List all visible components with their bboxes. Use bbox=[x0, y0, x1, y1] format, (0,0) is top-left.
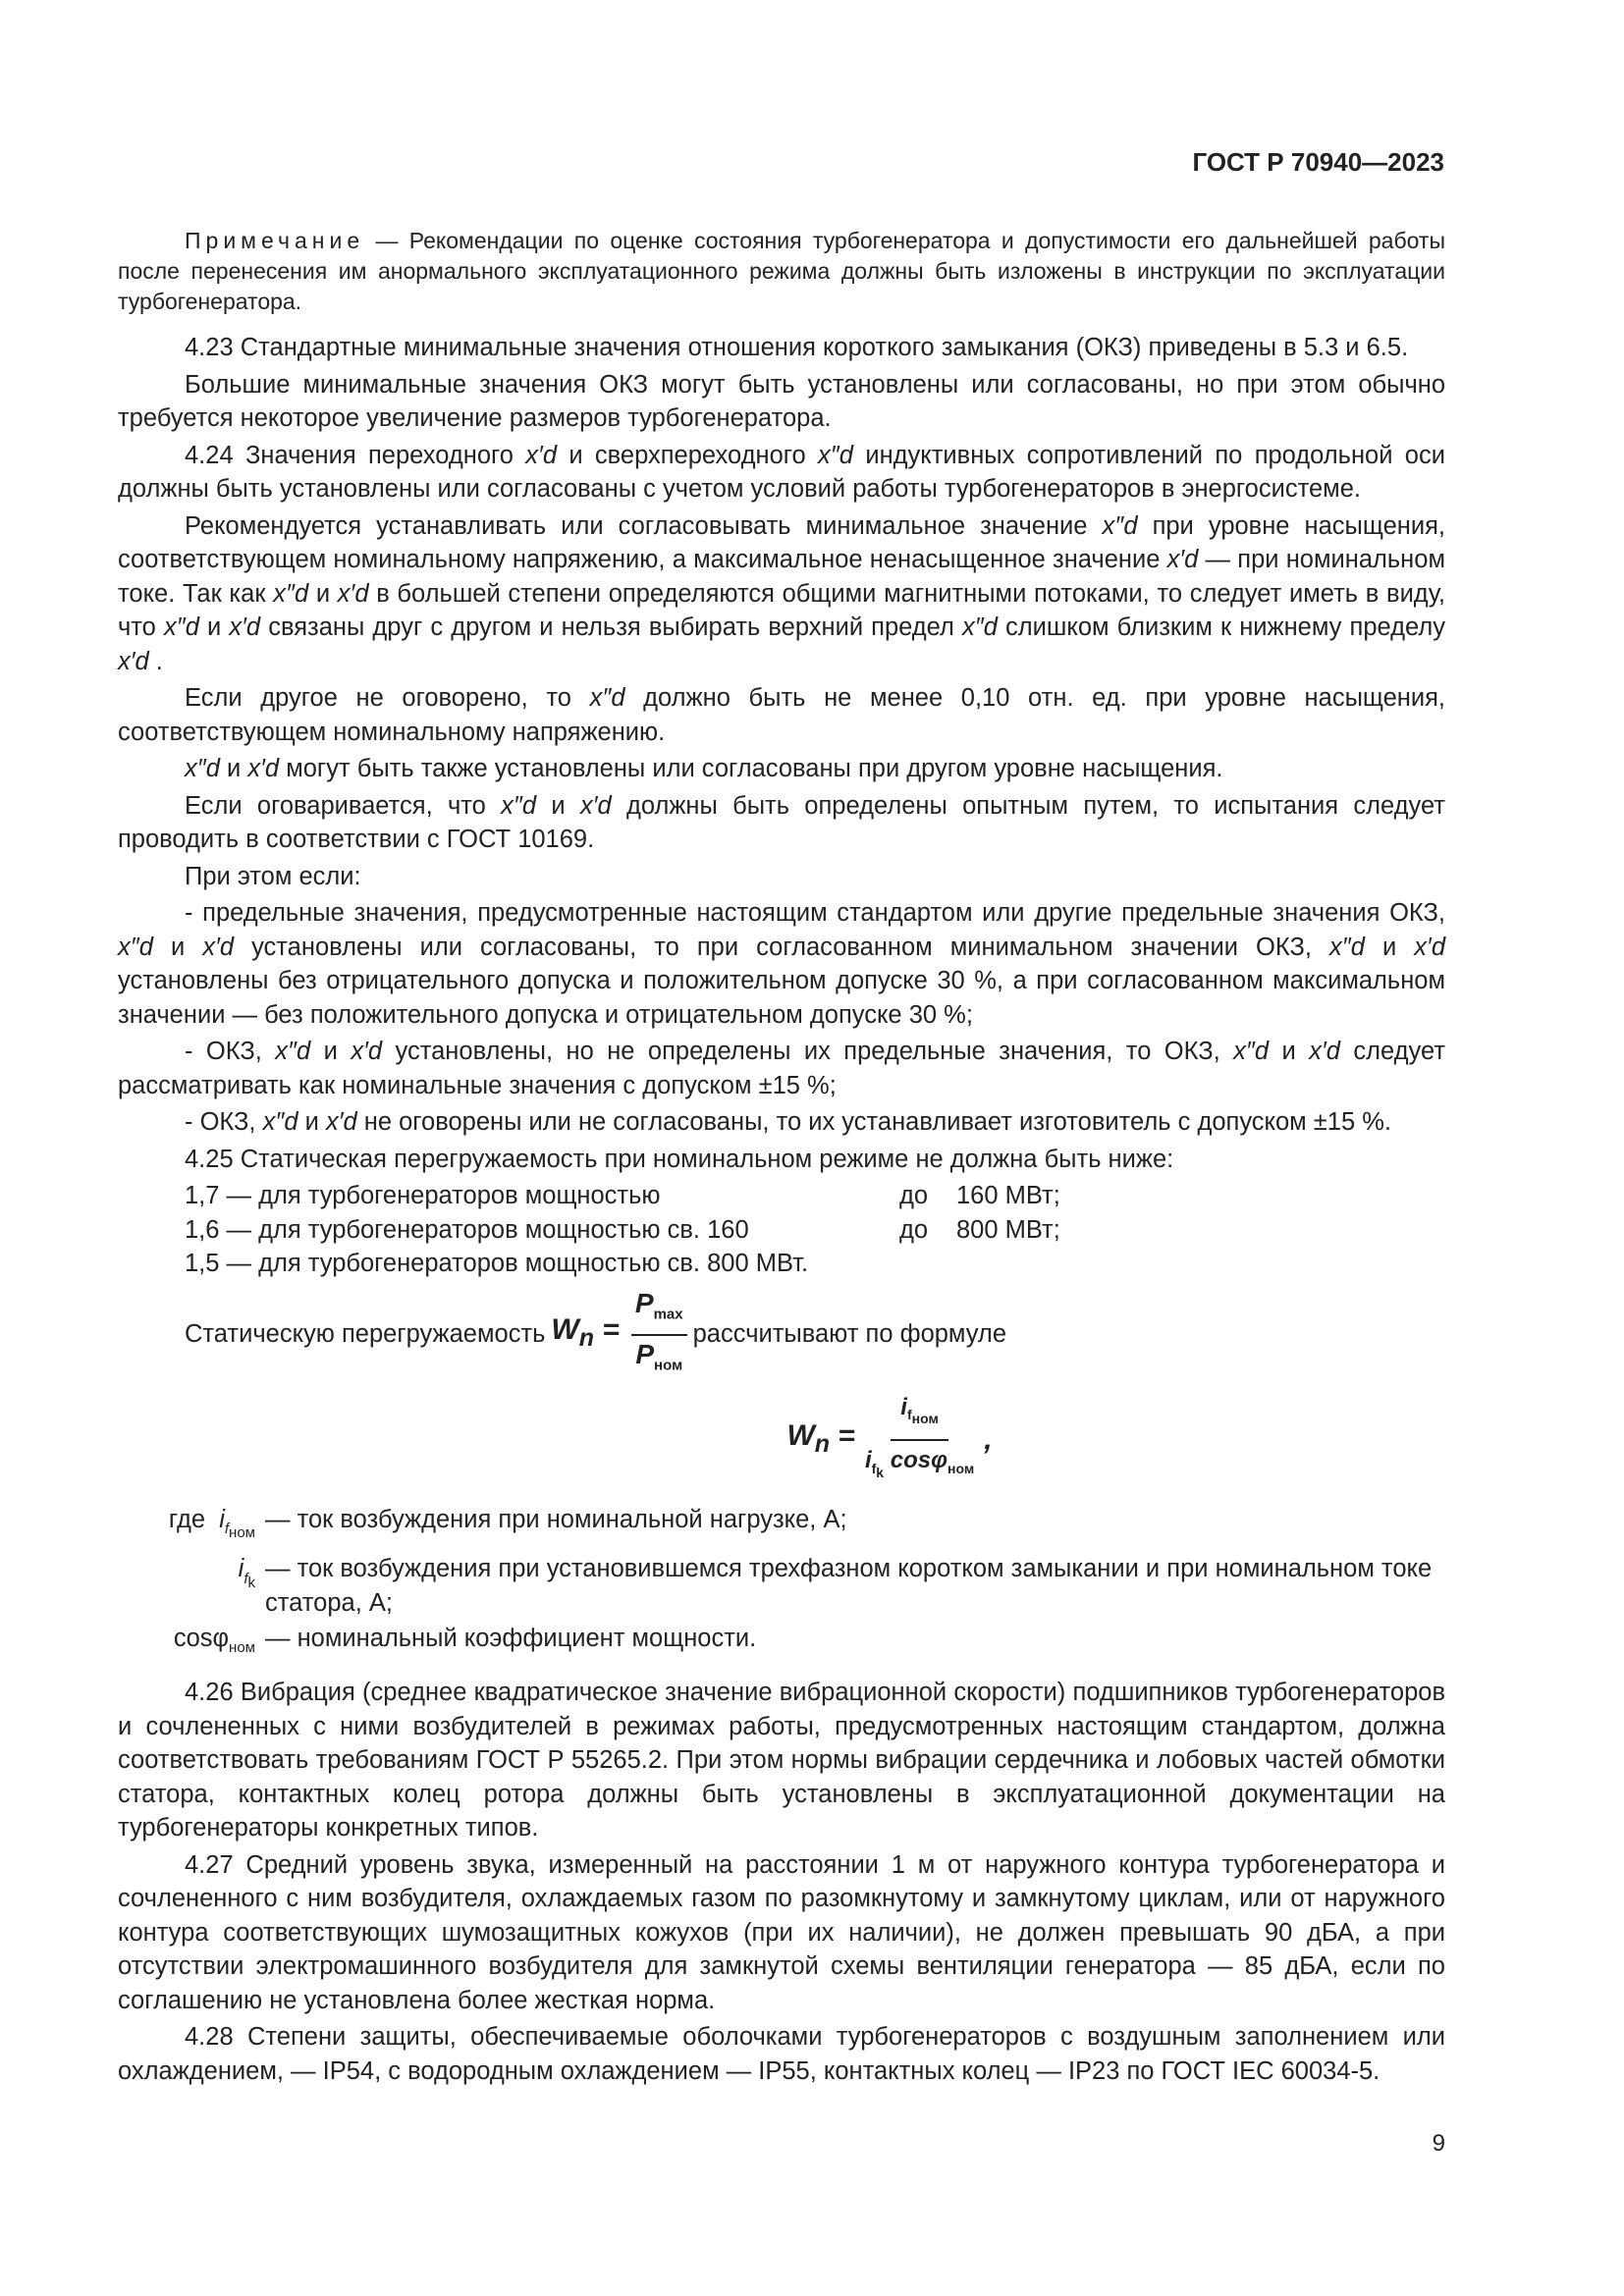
clause-4-24-recommendation: Рекомендуется устанавливать или согласовывать минимальное значение x″d при уровне насыщения, соответствующем номинальному напряжению, а максимальное ненасыщенное значение x′d — при номинальном токе. Так как x″d и x′d в большей степени определяются общими магнитными потоками, то следует иметь в виду, что x″d и x′d связаны друг с другом и нельзя выбирать верхний предел x″d слишком близким к нижнему пределу x′d . bbox=[118, 511, 1445, 675]
fraction: $\frac{i_{f_{ном}}}{i_{f_k} \cos\varphi_{ном}}$ bbox=[865, 1391, 974, 1489]
clause-4-24-other-saturation: x″d и x′d могут быть также установлены или согласованы при другом уровне насыщения. bbox=[185, 755, 1223, 782]
legend-desc: — номинальный коэффициент мощности. bbox=[265, 1625, 757, 1653]
where-legend bbox=[118, 1503, 1445, 1666]
clause-4-23: 4.23 Стандартные минимальные значения отношения короткого замыкания (ОКЗ) приведены в 5.3 и 6.5. bbox=[185, 334, 1409, 361]
page-number: 9 bbox=[1432, 2130, 1445, 2157]
overload-table bbox=[118, 1179, 1445, 1281]
clause-4-23-text: Большие минимальные значения ОКЗ могут быть установлены или согласованы, но при этом обычно требуется некоторое увеличение размеров турбогенератора. bbox=[118, 370, 1445, 432]
note-text: — Рекомендации по оценке состояния турбогенератора и допустимости его дальнейшей работы после перенесения им анормального эксплуатационного режима должны быть изложены в инструкции по эксплуатации турбогенератора. bbox=[118, 228, 1445, 314]
clause-4-26: 4.26 Вибрация (среднее квадратическое значение вибрационной скорости) подшипников турбогенераторов и сочлененных с ними возбудителей в режимах работы, предусмотренных настоящим стандартом, должна соответствовать требованиям ГОСТ Р 55265.2. При этом нормы вибрации сердечника и лобовых частей обмотки статора, контактных колец ротора должны быть установлены в эксплуатационной документации на турбогенераторы конкретных типов. bbox=[118, 1679, 1445, 1842]
list-item: - ОКЗ, x″d и x′d не оговорены или не согласованы, то их устанавливает изготовитель с допуском ±15 %. bbox=[185, 1108, 1391, 1136]
list-item: - предельные значения, предусмотренные настоящим стандартом или другие предельные значения ОКЗ, x″d и x′d установлены или согласованы, то при согласованном минимальном значении ОКЗ, x″d и x′d установлены без отрицательного допуска и положительном допуске 30 %, а при согласованном максимальном значении — без положительного допуска и отрицательном допуске 30 %; bbox=[118, 899, 1446, 1029]
note-paragraph bbox=[118, 226, 1445, 317]
legend-term: cosφ$_{ном}$ bbox=[173, 1625, 255, 1657]
legend-term: $i_{f_k}$ bbox=[238, 1555, 255, 1591]
overload-row: 1,7 — для турбогенераторов мощностью до 160 МВт; bbox=[185, 1182, 1060, 1209]
standard-header: ГОСТ Р 70940—2023 bbox=[1192, 147, 1444, 177]
overload-definition-formula: Статическую перегружаемость $W_n$ = $\frac{P_{max}}{P_{ном}}$ рассчитывают по формуле bbox=[185, 1287, 1445, 1383]
overload-row: 1,5 — для турбогенераторов мощностью св. 800 МВт. bbox=[185, 1250, 809, 1277]
document-body bbox=[118, 226, 1445, 2091]
clause-4-24-conditions: При этом если: bbox=[185, 862, 361, 890]
clause-4-25: 4.25 Статическая перегружаемость при номинальном режиме не должна быть ниже: bbox=[185, 1145, 1174, 1173]
clause-4-24-testing: Если оговаривается, что x″d и x′d должны быть определены опытным путем, то испытания следует проводить в соответствии с ГОСТ 10169. bbox=[118, 791, 1445, 853]
clause-4-24: 4.24 Значения переходного x′d и сверхпереходного x″d индуктивных сопротивлений по продольной оси должны быть установлены или согласованы с учетом условий работы турбогенераторов в энергосистеме. bbox=[118, 441, 1445, 503]
note-label: Примечание bbox=[185, 228, 365, 253]
clause-4-28: 4.28 Степени защиты, обеспечиваемые оболочками турбогенераторов с воздушным заполнением или охлаждением, — IP54, с водородным охлаждением — IP55, контактных колец — IP23 по ГОСТ IEC 60034-5. bbox=[118, 2023, 1445, 2085]
fraction: $\frac{P_{max}}{P_{ном}}$ bbox=[631, 1287, 687, 1383]
overload-row: 1,6 — для турбогенераторов мощностью св. 160 до 800 МВт; bbox=[185, 1215, 1060, 1244]
list-item: - ОКЗ, x″d и x′d установлены, но не определены их предельные значения, то ОКЗ, x″d и x′d следует рассматривать как номинальные значения с допуском ±15 %; bbox=[118, 1038, 1445, 1099]
legend-desc: — ток возбуждения при установившемся трехфазном коротком замыкании и при номинальном токе статора, А; bbox=[265, 1555, 1433, 1617]
overload-calculation-formula: $W_n$ = $\frac{i_{f_{ном}}}{i_{f_k} \cos\varphi_{ном}}$ , bbox=[334, 1391, 1445, 1489]
clause-4-24-default: Если другое не оговорено, то x″d должно быть не менее 0,10 отн. ед. при уровне насыщения, соответствующем номинальному напряжению. bbox=[118, 684, 1445, 746]
clause-4-27: 4.27 Средний уровень звука, измеренный на расстоянии 1 м от наружного контура турбогенератора и сочлененного с ним возбудителя, охлаждаемых газом по разомкнутому и замкнутому циклам, или от наружного контура соответствующих шумозащитных кожухов (при их наличии), не должен превышать 90 дБА, а при отсутствии электромашинного возбудителя для замкнутой схемы вентиляции генератора — 85 дБА, если по соглашению не установлена более жесткая норма. bbox=[118, 1850, 1445, 2014]
legend-term: где $i_{f_{ном}}$ bbox=[168, 1505, 255, 1541]
legend-desc: — ток возбуждения при номинальной нагрузке, А; bbox=[265, 1505, 847, 1533]
